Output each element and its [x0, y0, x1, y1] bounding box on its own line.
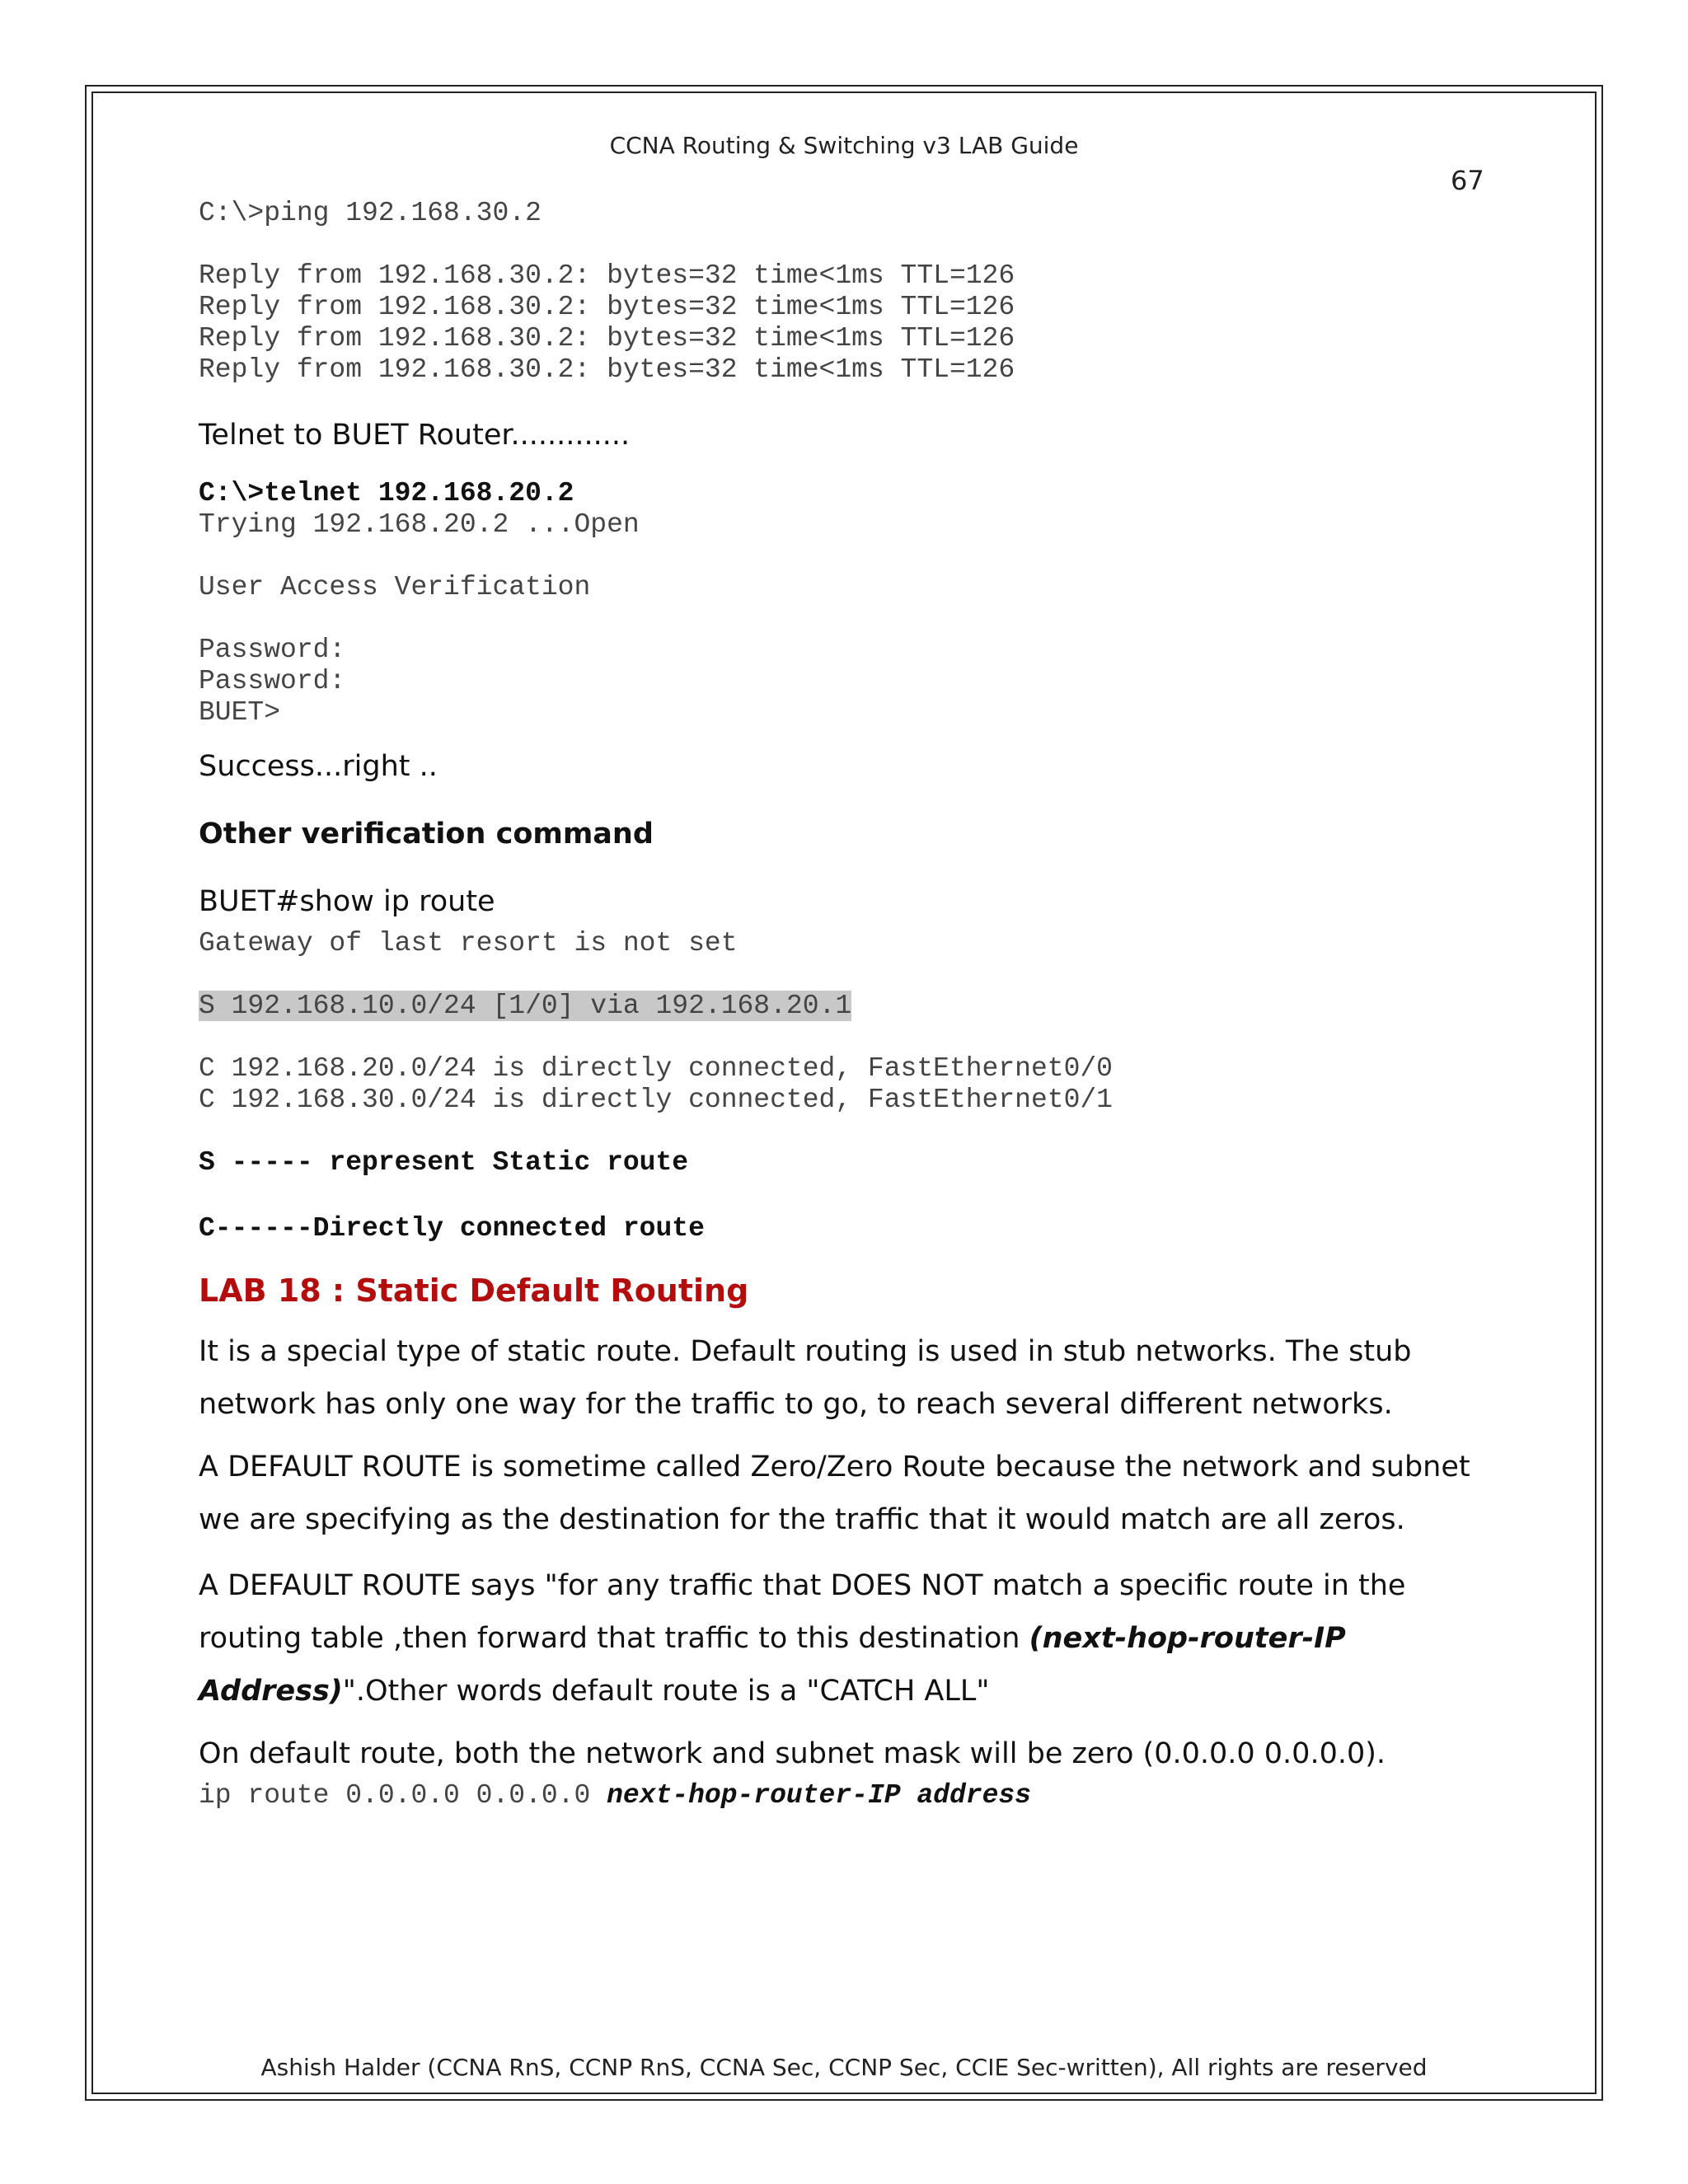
next-hop-emphasis: (next-hop-router-IP Address) [199, 1622, 1346, 1708]
success-text: Success...right .. [199, 750, 438, 783]
password-line: Password: [199, 666, 346, 696]
catch-all-text-end: ".Other words default route is a "CATCH ALL" [342, 1675, 990, 1708]
legend-static: S ----- represent Static route [199, 1147, 689, 1178]
static-route-line: S 192.168.10.0/24 [1/0] via 192.168.20.1 [199, 991, 852, 1021]
paragraph-catch-all [199, 1559, 1484, 1718]
paragraph-network-mask: On default route, both the network and subnet mask will be zero (0.0.0.0 0.0.0.0). [199, 1737, 1386, 1770]
ping-reply: Reply from 192.168.30.2: bytes=32 time<1ms TTL=126 [199, 354, 1015, 385]
ping-command: C:\>ping 192.168.30.2 [199, 198, 542, 228]
connected-route-line: C 192.168.30.0/24 is directly connected, FastEthernet0/1 [199, 1085, 1113, 1115]
router-prompt: BUET> [199, 697, 281, 728]
user-access-verification: User Access Verification [199, 572, 591, 602]
other-verification-heading: Other verification command [199, 818, 654, 851]
ping-reply: Reply from 192.168.30.2: bytes=32 time<1ms TTL=126 [199, 292, 1015, 322]
telnet-command: C:\>telnet 192.168.20.2 [199, 478, 574, 509]
paragraph-zero-route: A DEFAULT ROUTE is sometime called Zero/Zero Route because the network and subnet we are specifying as the destination for the traffic that it would match are all zeros. [199, 1451, 1470, 1536]
show-ip-route-command: BUET#show ip route [199, 885, 495, 918]
lab-heading: LAB 18 : Static Default Routing [199, 1272, 749, 1309]
password-line: Password: [199, 635, 346, 665]
page-number: 67 [1451, 165, 1484, 196]
syntax-line [199, 1780, 1484, 1811]
ping-reply: Reply from 192.168.30.2: bytes=32 time<1ms TTL=126 [199, 323, 1015, 354]
telnet-heading: Telnet to BUET Router............. [199, 419, 631, 452]
page-content [199, 198, 1484, 1811]
connected-route-line: C 192.168.20.0/24 is directly connected, FastEthernet0/0 [199, 1053, 1113, 1084]
catch-all-text: A DEFAULT ROUTE says "for any traffic that DOES NOT match a specific route in the routing table ,then forward that traffic to this destination [199, 1569, 1406, 1655]
syntax-emphasis: next-hop-router-IP address [607, 1780, 1031, 1811]
gateway-line: Gateway of last resort is not set [199, 928, 738, 958]
telnet-trying: Trying 192.168.20.2 ...Open [199, 509, 640, 540]
paragraph-stub: It is a special type of static route. Default routing is used in stub networks. The stub network has only one way for the traffic to go, to reach several different networks. [199, 1335, 1412, 1421]
page-header: CCNA Routing & Switching v3 LAB Guide [609, 132, 1079, 159]
page-footer: Ashish Halder (CCNA RnS, CCNP RnS, CCNA Sec, CCNP Sec, CCIE Sec-written), All rights are reserved [260, 2054, 1428, 2081]
syntax-prefix: ip route 0.0.0.0 0.0.0.0 [199, 1780, 607, 1811]
legend-connected: C------Directly connected route [199, 1213, 705, 1244]
ping-reply: Reply from 192.168.30.2: bytes=32 time<1ms TTL=126 [199, 260, 1015, 291]
